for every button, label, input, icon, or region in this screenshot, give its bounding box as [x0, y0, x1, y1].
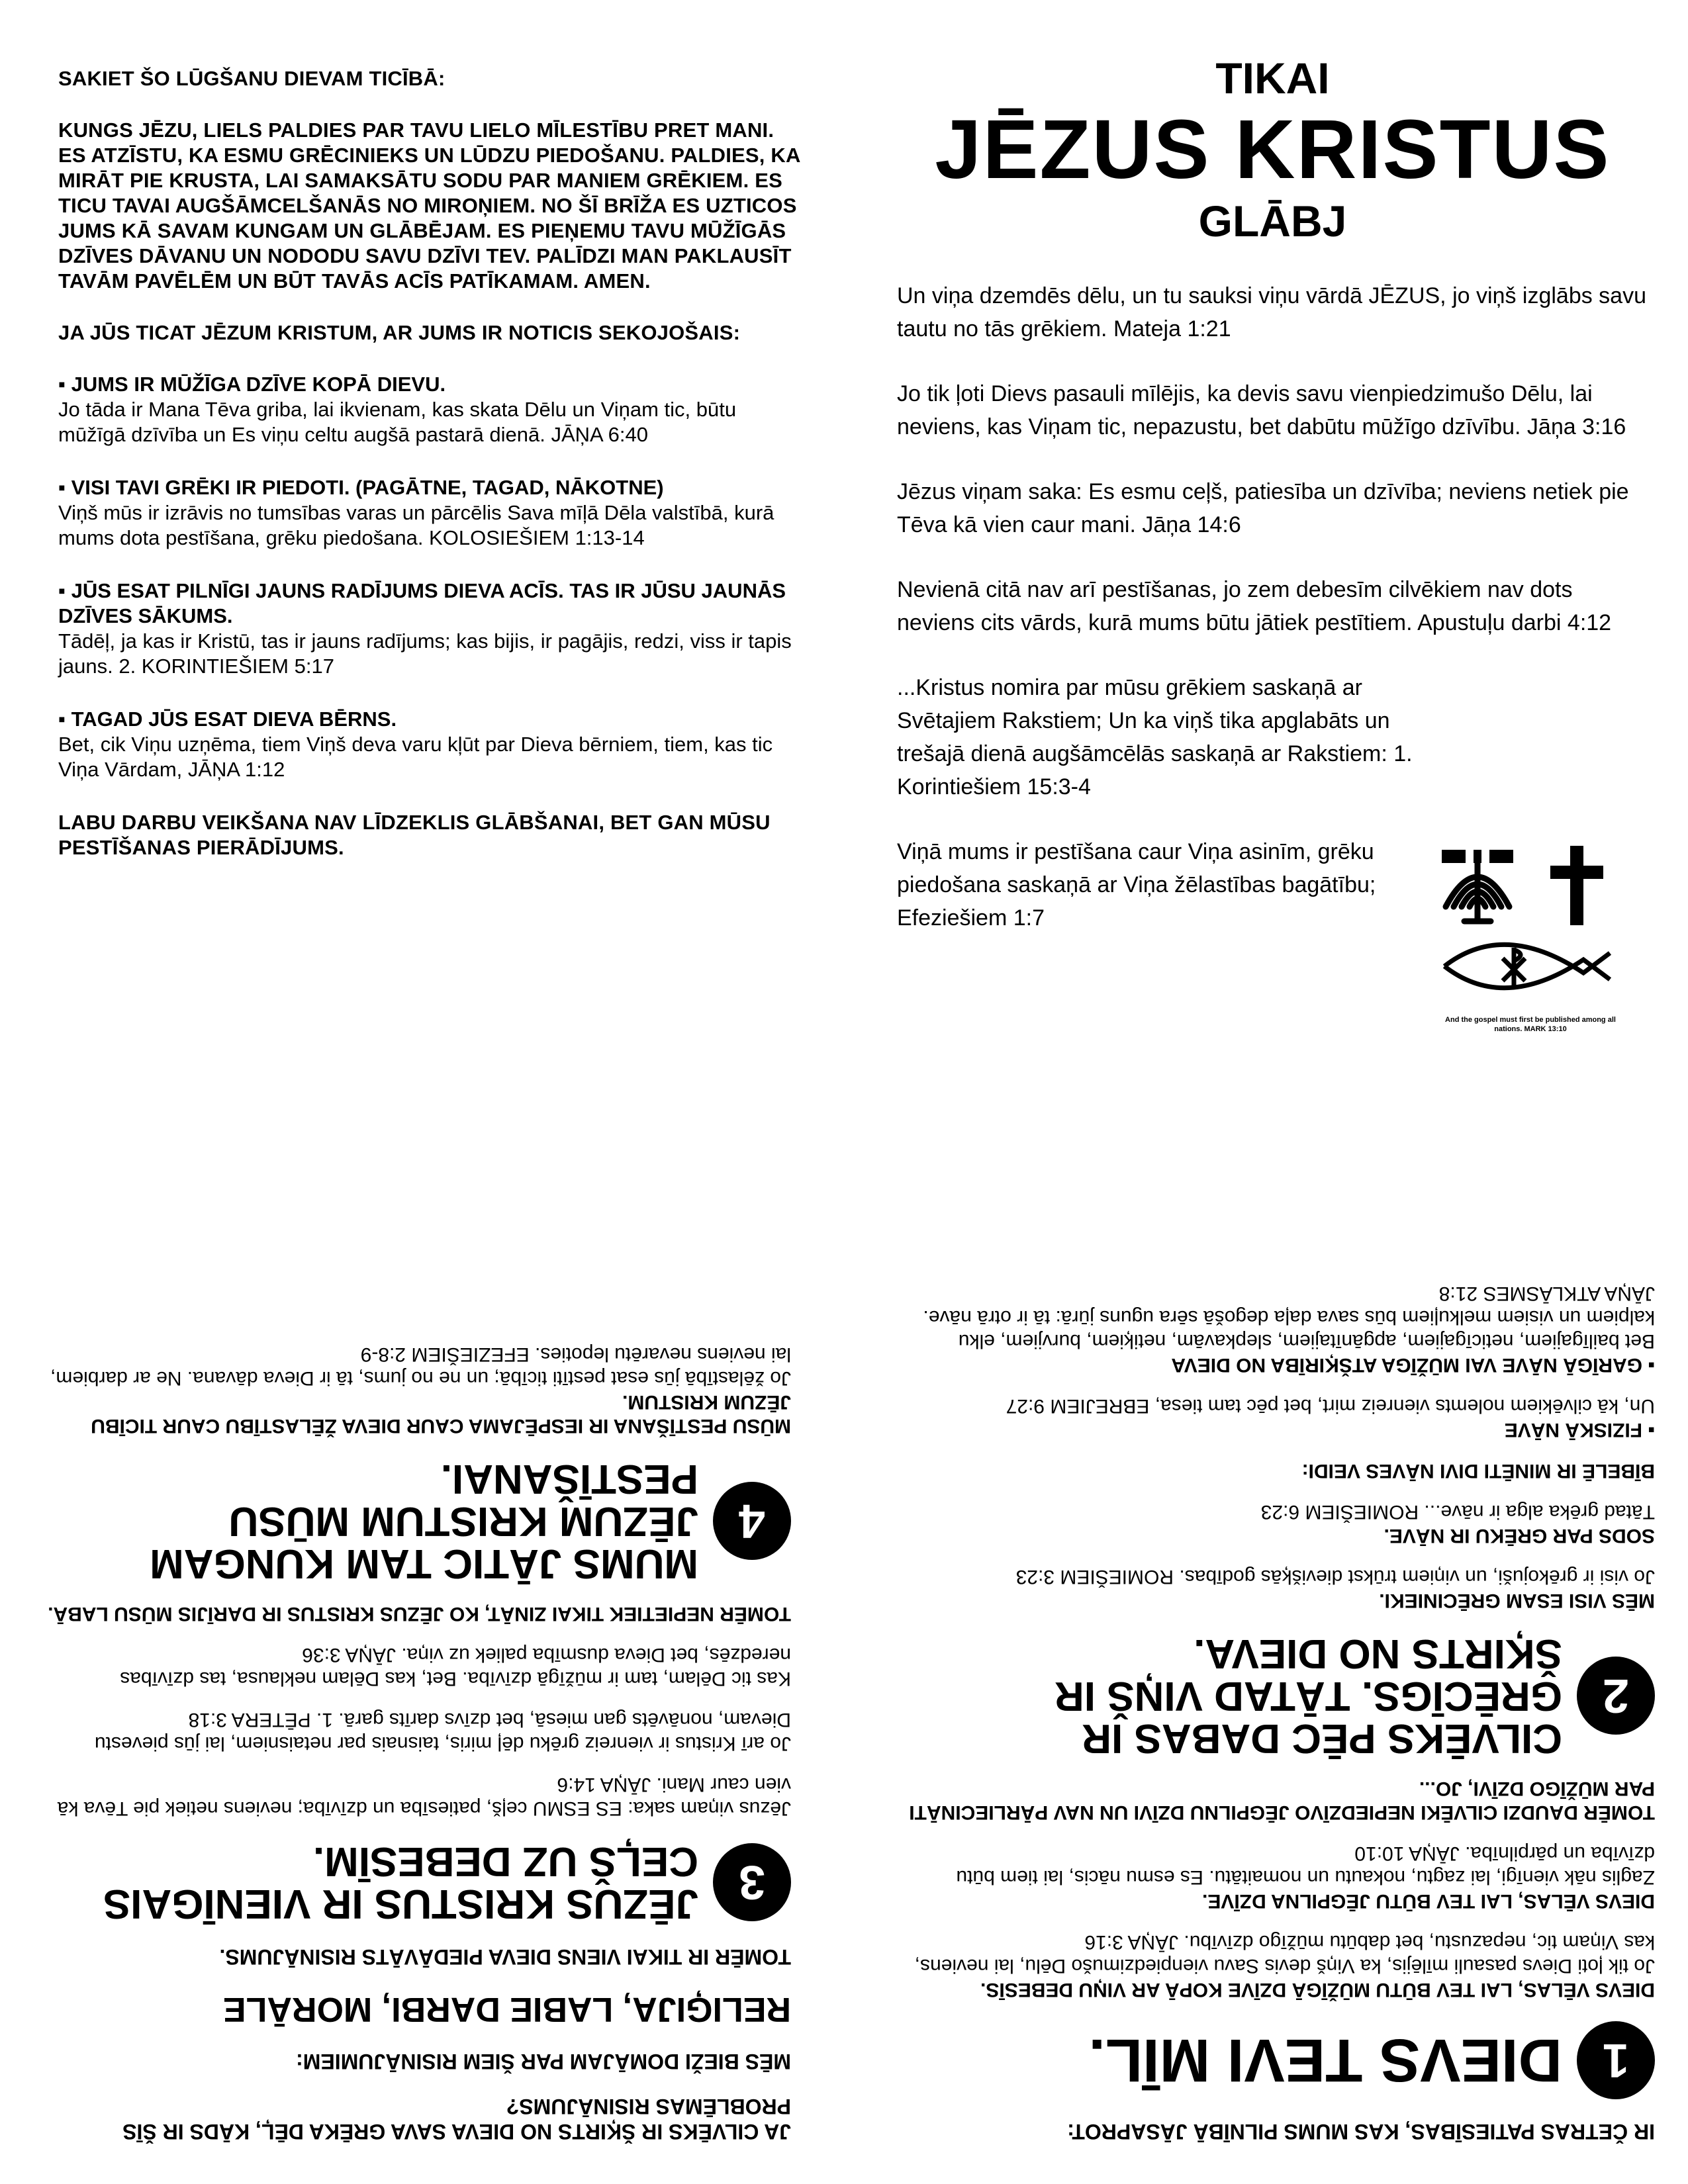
prayer-closing: LABU DARBU VEIKŠANA NAV LĪDZEKLIS GLĀBŠANAI, BET GAN MŪSU PESTĪŠANAS PIERĀDĪJUMS.	[58, 811, 771, 859]
truth-paragraph	[897, 1459, 1655, 1482]
problem-question: JA CILVĒKS IR ŠĶIRTS NO DIEVA SAVA GRĒKA DĒĻ, KĀDS IR ŠĪS PROBLĒMAS RISINĀJUMS?	[122, 2095, 791, 2144]
prayer-point	[58, 707, 804, 782]
truth-paragraph	[897, 1565, 1655, 1612]
prayer-intro: SAKIET ŠO LŪGŠANU DIEVAM TICĪBĀ:	[58, 67, 445, 90]
truth-paragraph	[46, 1342, 791, 1437]
truth-paragraph-text: Jēzus viņam saka: ES ESMU ceļš, patiesība un dzīvība; neviens netiek pie Tēva kā vien caur Mani. JĀŅA 14:6	[57, 1774, 791, 1819]
truth-paragraph	[897, 1930, 1655, 2001]
truth-paragraph	[897, 1500, 1655, 1547]
truth-paragraph-heading: TOMĒR NEPIETIEK TIKAI ZINĀT, KO JĒZUS KRISTUS IR DARĪJIS MŪSU LABĀ.	[48, 1603, 791, 1625]
truth-paragraph	[897, 1841, 1655, 1913]
truths-panel-right	[844, 1092, 1688, 2184]
truth-2-heading	[897, 1632, 1655, 1759]
symbols-block	[1431, 841, 1630, 1034]
truth-2-title: CILVĒKS PĒC DABAS IR GRĒCĪGS. TĀTAD VIŅŠ IR ŠĶIRTS NO DIEVA.	[1054, 1631, 1562, 1761]
prayer-text: KUNGS JĒZU, LIELS PALDIES PAR TAVU LIELO MĪLESTĪBU PRET MANI. ES ATZĪSTU, KA ESMU GRĒCINIEKS UN LŪDZU PIEDOŠANU. PALDIES, KA MIRĀT PIE KRUSTA, LAI SAMAKSĀTU SODU PAR MANIEM GRĒKIEM. ES TICU TAVAI AUGŠĀMCELŠANĀS NO MIROŅIEM. NO ŠĪ BRĪŽA ES UZTICOS JUMS KĀ SAVAM KUNGAM UN GLĀBĒJAM. ES PIEŅEMU TAVU MŪŽĪGĀS DZĪVES DĀVANU UN NODODU SAVU DZĪVI TEV. PALĪDZI MAN PAKLAUSĪT TAVĀM PAVĒLĒM UN BŪT TAVĀS ACĪS PATĪKAMAM. AMEN.	[58, 118, 800, 293]
prayer-point-heading: ▪ JUMS IR MŪŽĪGA DZĪVE KOPĀ DIEVU.	[58, 373, 446, 396]
prayer-point	[58, 475, 804, 551]
cover-verse: ...Kristus nomira par mūsu grēkiem saskaņā ar Svētajiem Rakstiem; Un ka viņš tika apglabāts un trešajā dienā augšāmcēlās saskaņā ar Rakstiem: 1. Korintiešiem 15:3-4	[897, 675, 1413, 799]
prayer-point	[58, 578, 804, 679]
cover-panel	[844, 0, 1688, 1092]
truth-1-heading	[897, 2021, 1655, 2099]
cover-verse: Nevienā citā nav arī pestīšanas, jo zem debesīm cilvēkiem nav dots neviens cits vārds, kurā mums būtu jātiek pestītiem. Apustuļu darbi 4:12	[897, 577, 1612, 635]
truth-paragraph-heading: TOMĒR DAUDZI CILVĒKI NEPIEDZĪVO JĒGPILNU DZĪVI UN NAV PĀRLIECINĀTI PAR MŪŽĪGO DZĪVI, JO...	[909, 1778, 1655, 1823]
only-one-solution: TOMĒR IR TIKAI VIENS DIEVA PIEDĀVĀTS RISINĀJUMS.	[219, 1945, 791, 1969]
cover-verse: Viņā mums ir pestīšana caur Viņa asinīm, grēku piedošana saskaņā ar Viņa žēlastības bagātību; Efeziešiem 1:7	[897, 839, 1376, 931]
truth-3-title: JĒZUS KRISTUS IR VIENĪGAIS CEĻŠ UZ DEBESĪM.	[103, 1839, 698, 1927]
cover-verse: Un viņa dzemdēs dēlu, un tu sauksi viņu vārdā JĒZUS, jo viņš izglābs savu tautu no tās grēkiem. Mateja 1:21	[897, 283, 1646, 341]
prayer-point-text: Tādēļ, ja kas ir Kristū, tas ir jauns radījums; kas bijis, ir pagājis, redzi, viss ir tapis jauns. 2. KORINTIEŠIEM 5:17	[58, 629, 792, 678]
prayer-point-text: Jo tāda ir Mana Tēva griba, lai ikvienam, kas skata Dēlu un Viņam tic, būtu mūžīgā dzīvība un Es viņu celtu augšā pastarā dienā. JĀŅA 6:40	[58, 398, 737, 446]
prayer-panel	[0, 0, 844, 1092]
truth-4-heading	[46, 1457, 791, 1584]
truth-paragraph-text: Un, kā cilvēkiem nolemts vienreiz mirt, bet pēc tam tiesa, EBREJIEM 9:27	[1006, 1395, 1655, 1417]
truth-paragraph	[897, 1281, 1655, 1377]
truths-intro: IR ČETRAS PATIESĪBAS, KAS MUMS PILNĪBĀ JĀSAPROT:	[1067, 2120, 1655, 2144]
prayer-point-heading: ▪ JŪS ESAT PILNĪGI JAUNS RADĪJUMS DIEVA ACĪS. TAS IR JŪSU JAUNĀS DZĪVES SĀKUMS.	[58, 579, 786, 627]
truth-paragraph-text: Tātad grēka alga ir nāve... ROMIEŠIEM 6:23	[1260, 1501, 1655, 1523]
cross-icon	[1550, 846, 1603, 925]
truth-paragraph-text: Kas tic Dēlam, tam ir mūžīgā dzīvība. Bet, kas Dēlam neklausa, tas dzīvības neredzēs, bet Dieva dusmība paliek uz viņa. JĀŅA 3:36	[120, 1644, 791, 1690]
menorah-icon	[1442, 850, 1513, 921]
cover-title-bottom: GLĀBJ	[1198, 197, 1347, 246]
prayer-consequence: JA JŪS TICAT JĒZUM KRISTUM, AR JUMS IR NOTICIS SEKOJOŠAIS:	[58, 321, 741, 344]
truth-paragraph-text: Jo tik ļoti Dievs pasauli mīlējis, ka Viņš devis Savu vienpiedzimušo Dēlu, lai neviens, kas Viņam tic, nepazustu, bet dabūtu mūžīgo dzīvību. JĀŅA 3:16	[914, 1931, 1655, 1977]
truth-paragraph-text: Jo arī Kristus ir vienreiz grēku dēļ miris, taisnais par netaisniem, lai jūs pievestu Dievam, nonāvēts gan miesā, bet dzīvs darīts garā. 1. PĒTERA 3:18	[94, 1709, 791, 1754]
truth-paragraph	[46, 1707, 791, 1755]
symbols-caption: And the gospel must first be published among all nations. MARK 13:10	[1445, 1016, 1616, 1033]
religion-line: RELIĢIJA, LABIE DARBI, MORĀLE	[222, 1990, 791, 2028]
truth-paragraph-heading: ▪ FIZISKĀ NĀVE	[1504, 1419, 1655, 1441]
truth-paragraph-text: Jo visi ir grēkojuši, un viņiem trūkst dievišķās godības. ROMIEŠIEM 3:23	[1015, 1566, 1655, 1588]
truth-paragraph-heading: DIEVS VĒLAS, LAI TEV BŪTU JĒGPILNA DZĪVE.	[1202, 1890, 1655, 1912]
truth-paragraph	[897, 1394, 1655, 1441]
truth-paragraph-text: Jo žēlastībā jūs esat pestīti ticībā; un ne no jums, tā ir Dieva dāvana. Ne ar darbiem, lai neviens nevarētu lepoties. EFEZIEŠIEM 2:8-9	[50, 1343, 791, 1389]
truth-paragraph-heading: MĒS VISI ESAM GRĒCINIEKI.	[1379, 1590, 1655, 1612]
truth-paragraph	[897, 1776, 1655, 1824]
truth-paragraph-heading: DIEVS VĒLAS, LAI TEV BŪTU MŪŽĪGĀ DZĪVE KOPĀ AR VIŅU DEBESĪS.	[980, 1979, 1655, 2001]
truth-1-title: DIEVS TEVI MĪL.	[1088, 2026, 1562, 2094]
truth-paragraph-heading: BĪBELĒ IR MINĒTI DIVI NĀVES VEIDI:	[1301, 1460, 1655, 1482]
truth-4-title: MUMS JĀTIC TAM KUNGAM JĒZUM KRISTUM MŪSU PESTĪŠANAI.	[150, 1456, 698, 1586]
truth-paragraph	[46, 1643, 791, 1690]
number-badge: 2	[1577, 1657, 1655, 1735]
number-badge: 1	[1577, 2021, 1655, 2099]
truth-3-heading	[46, 1840, 791, 1925]
cover-verse: Jēzus viņam saka: Es esmu ceļš, patiesība un dzīvība; neviens netiek pie Tēva kā vien caur mani. Jāņa 14:6	[897, 479, 1629, 537]
truth-paragraph-heading: MŪSU PESTĪŠANA IR IESPĒJAMA CAUR DIEVA ŽĒLASTĪBU CAUR TICĪBU JĒZUM KRISTUM.	[91, 1391, 791, 1437]
cover-title-main: JĒZUS KRISTUS	[935, 103, 1611, 196]
truth-paragraph	[46, 1602, 791, 1625]
prayer-point-text: Bet, cik Viņu uzņēma, tiem Viņš deva varu kļūt par Dieva bērniem, tiem, kas tic Viņa Vārdam, JĀŅA 1:12	[58, 733, 773, 781]
cover-verse: Jo tik ļoti Dievs pasauli mīlējis, ka devis savu vienpiedzimušo Dēlu, lai neviens, kas Viņam tic, nepazustu, bet dabūtu mūžīgo dzīvību. Jāņa 3:16	[897, 381, 1626, 439]
truth-paragraph-text: Zaglis nāk vienīgi, lai zagtu, nokautu un nomaitātu. Es esmu nācis, lai tiem būtu dzīvība un pārpilnība. JĀŅA 10:10	[956, 1843, 1655, 1888]
truth-paragraph-text: Bet bailīgajiem, neticīgajiem, apgānītajiem, slepkavām, netiķiem, burvjiem, elku kalpiem un visiem melkuļiem būs sava daļa degošā sēra uguns jūrā: tā ir otrā nāve. JĀŅA ATKLĀSMES 21:8	[923, 1283, 1655, 1352]
truth-paragraph	[46, 1772, 791, 1820]
truth-paragraph-heading: SODS PAR GRĒKU IR NĀVE.	[1383, 1525, 1655, 1547]
prayer-point-heading: ▪ VISI TAVI GRĒKI IR PIEDOTI. (PAGĀTNE, TAGAD, NĀKOTNE)	[58, 476, 664, 499]
prayer-point-text: Viņš mūs ir izrāvis no tumsības varas un pārcēlis Sava mīļā Dēla valstībā, kurā mums dota pestīšana, grēku piedošana. KOLOSIEŠIEM 1:13-14	[58, 501, 774, 549]
number-badge: 3	[713, 1843, 791, 1921]
prayer-point-heading: ▪ TAGAD JŪS ESAT DIEVA BĒRNS.	[58, 707, 397, 731]
ichthys-icon	[1444, 944, 1610, 987]
truth-paragraph-heading: ▪ GARĪGĀ NĀVE VAI MŪŽĪGA ATŠĶIRĪBA NO DIEVA	[1171, 1354, 1655, 1376]
prayer-point	[58, 372, 804, 447]
cover-title-top: TIKAI	[1215, 54, 1330, 103]
number-badge: 4	[713, 1482, 791, 1560]
truths-panel-left	[0, 1092, 844, 2184]
common-solutions: MĒS BIEŽI DOMĀJAM PAR ŠIEM RISINĀJUMIEM:	[296, 2050, 791, 2073]
